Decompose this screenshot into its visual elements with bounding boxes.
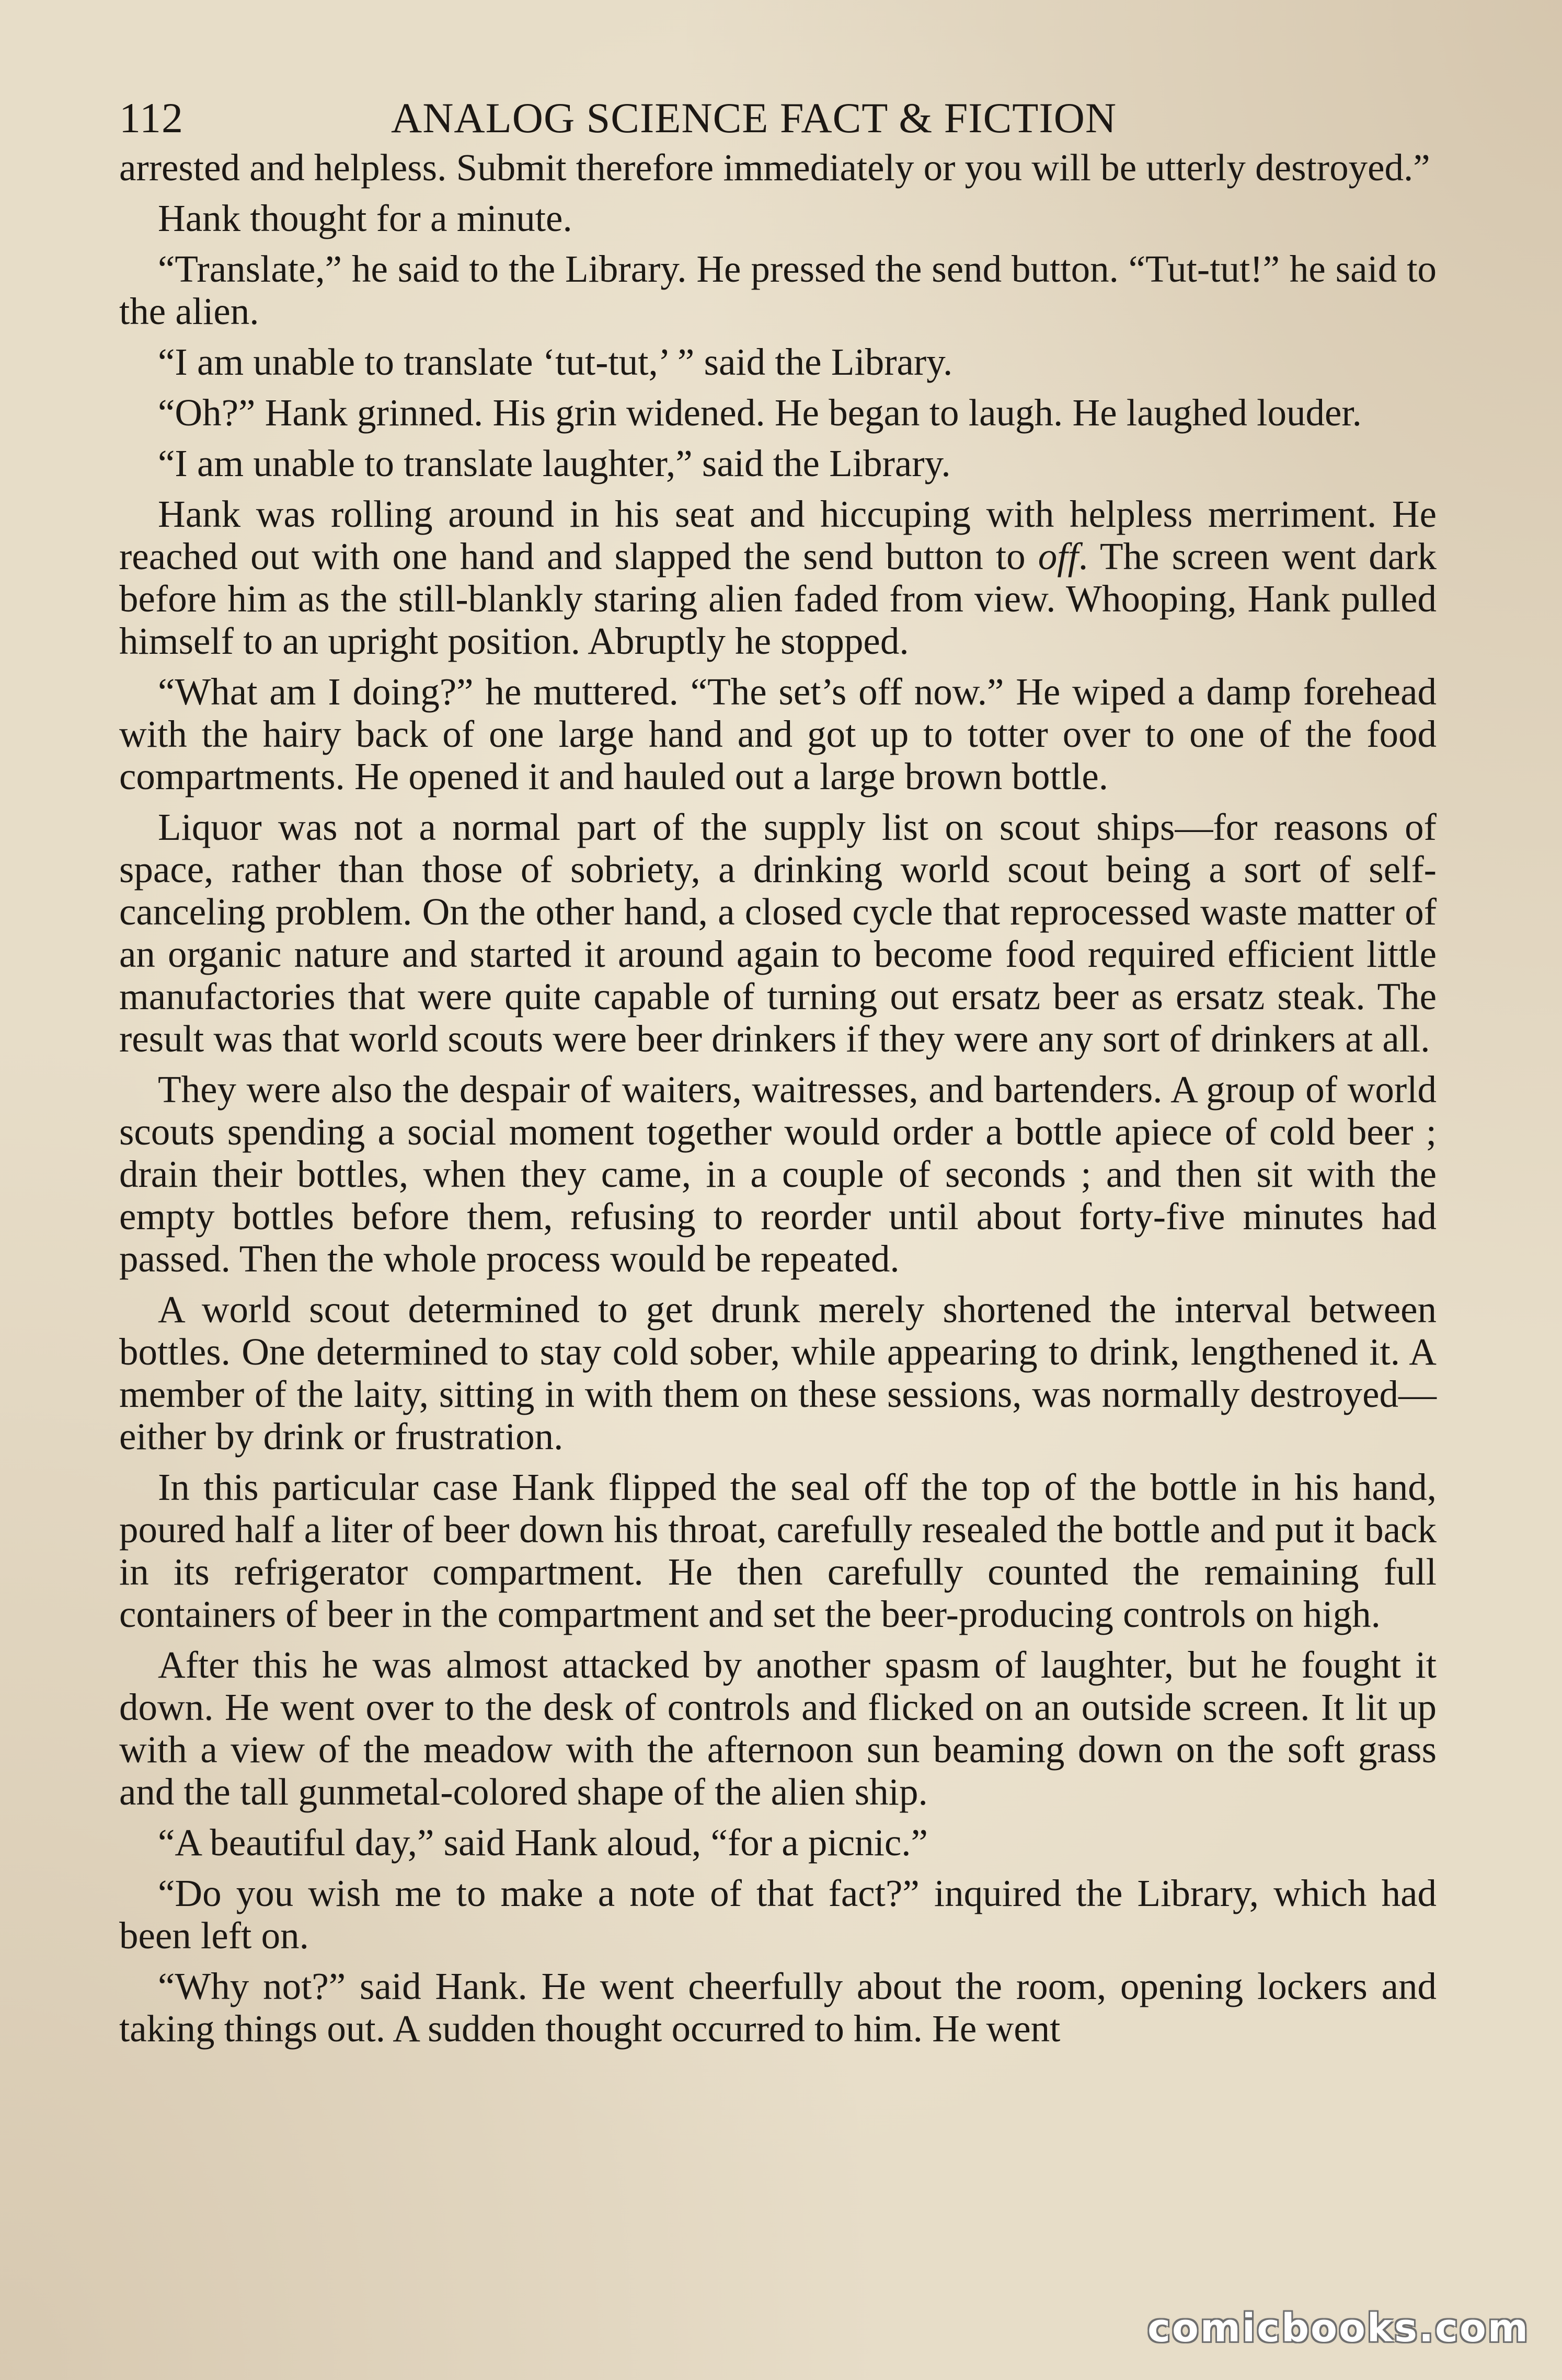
paragraph: Liquor was not a normal part of the supply list on scout ships—for reasons of space, rather than those of sobriety, a drinking world scout being a sort of self-canceling problem. On the other hand, a closed cycle that reprocessed waste matter of an organic nature and started it around again to become food required efficient little manufactories that were quite capable of turning out ersatz beer as ersatz steak. The result was that world scouts were beer drinkers if they were any sort of drinkers at all. [119, 806, 1437, 1060]
paragraph: Hank thought for a minute. [158, 197, 572, 239]
body-text [119, 146, 1437, 2050]
paragraph: “Do you wish me to make a note of that fact?” inquired the Library, which had been left on. [119, 1872, 1437, 1957]
running-head: ANALOG SCIENCE FACT & FICTION [391, 94, 1117, 142]
paragraph: “A beautiful day,” said Hank aloud, “for a picnic.” [158, 1821, 928, 1864]
paragraph-text: Hank was rolling around in his seat and hiccuping with helpless merriment. He reached out with one hand and slapped the send button to [119, 493, 1437, 577]
paragraph: “What am I doing?” he muttered. “The set’s off now.” He wiped a damp forehead with the hairy back of one large hand and got up to totter over to one of the food compartments. He opened it and hauled out a large brown bottle. [119, 671, 1437, 798]
page-number: 112 [119, 94, 183, 142]
paragraph-text: . The screen went dark before him as the still-blankly staring alien faded from view. Whooping, Hank pulled himself to an upright position. Abruptly he stopped. [119, 535, 1437, 662]
watermark: comicbooks.com [1147, 2306, 1530, 2351]
paragraph: arrested and helpless. Submit therefore immediately or you will be utterly destroyed.” [119, 146, 1430, 189]
paragraph: “Oh?” Hank grinned. His grin widened. He began to laugh. He laughed louder. [158, 391, 1362, 434]
paragraph: A world scout determined to get drunk merely shortened the interval between bottles. One determined to stay cold sober, while appearing to drink, lengthened it. A member of the laity, sitting in with them on these sessions, was normally destroyed—either by drink or frustration. [119, 1288, 1437, 1458]
paragraph: “Translate,” he said to the Library. He pressed the send button. “Tut-tut!” he said to the alien. [119, 248, 1437, 332]
emphasis-text: off [1038, 535, 1078, 577]
paragraph: “Why not?” said Hank. He went cheerfully about the room, opening lockers and taking things out. A sudden thought occurred to him. He went [119, 1965, 1437, 2050]
paragraph: “I am unable to translate laughter,” said the Library. [158, 442, 951, 484]
paragraph: They were also the despair of waiters, waitresses, and bartenders. A group of world scouts spending a social moment together would order a bottle apiece of cold beer ; drain their bottles, when they came, in a couple of seconds ; and then sit with the empty bottles before them, refusing to reorder until about forty-five minutes had passed. Then the whole process would be repeated. [119, 1068, 1437, 1280]
paragraph: “I am unable to translate ‘tut-tut,’ ” said the Library. [158, 341, 953, 383]
paragraph [119, 493, 1437, 662]
book-page [119, 93, 1437, 2058]
paragraph: In this particular case Hank flipped the seal off the top of the bottle in his hand, poured half a liter of beer down his throat, carefully resealed the bottle and put it back in its refrigerator compartment. He then carefully counted the remaining full containers of beer in the compartment and set the beer-producing controls on high. [119, 1466, 1437, 1635]
paragraph: After this he was almost attacked by another spasm of laughter, but he fought it down. He went over to the desk of controls and flicked on an outside screen. It lit up with a view of the meadow with the afternoon sun beaming down on the soft grass and the tall gunmetal-colored shape of the alien ship. [119, 1644, 1437, 1813]
page-header [119, 93, 1437, 143]
